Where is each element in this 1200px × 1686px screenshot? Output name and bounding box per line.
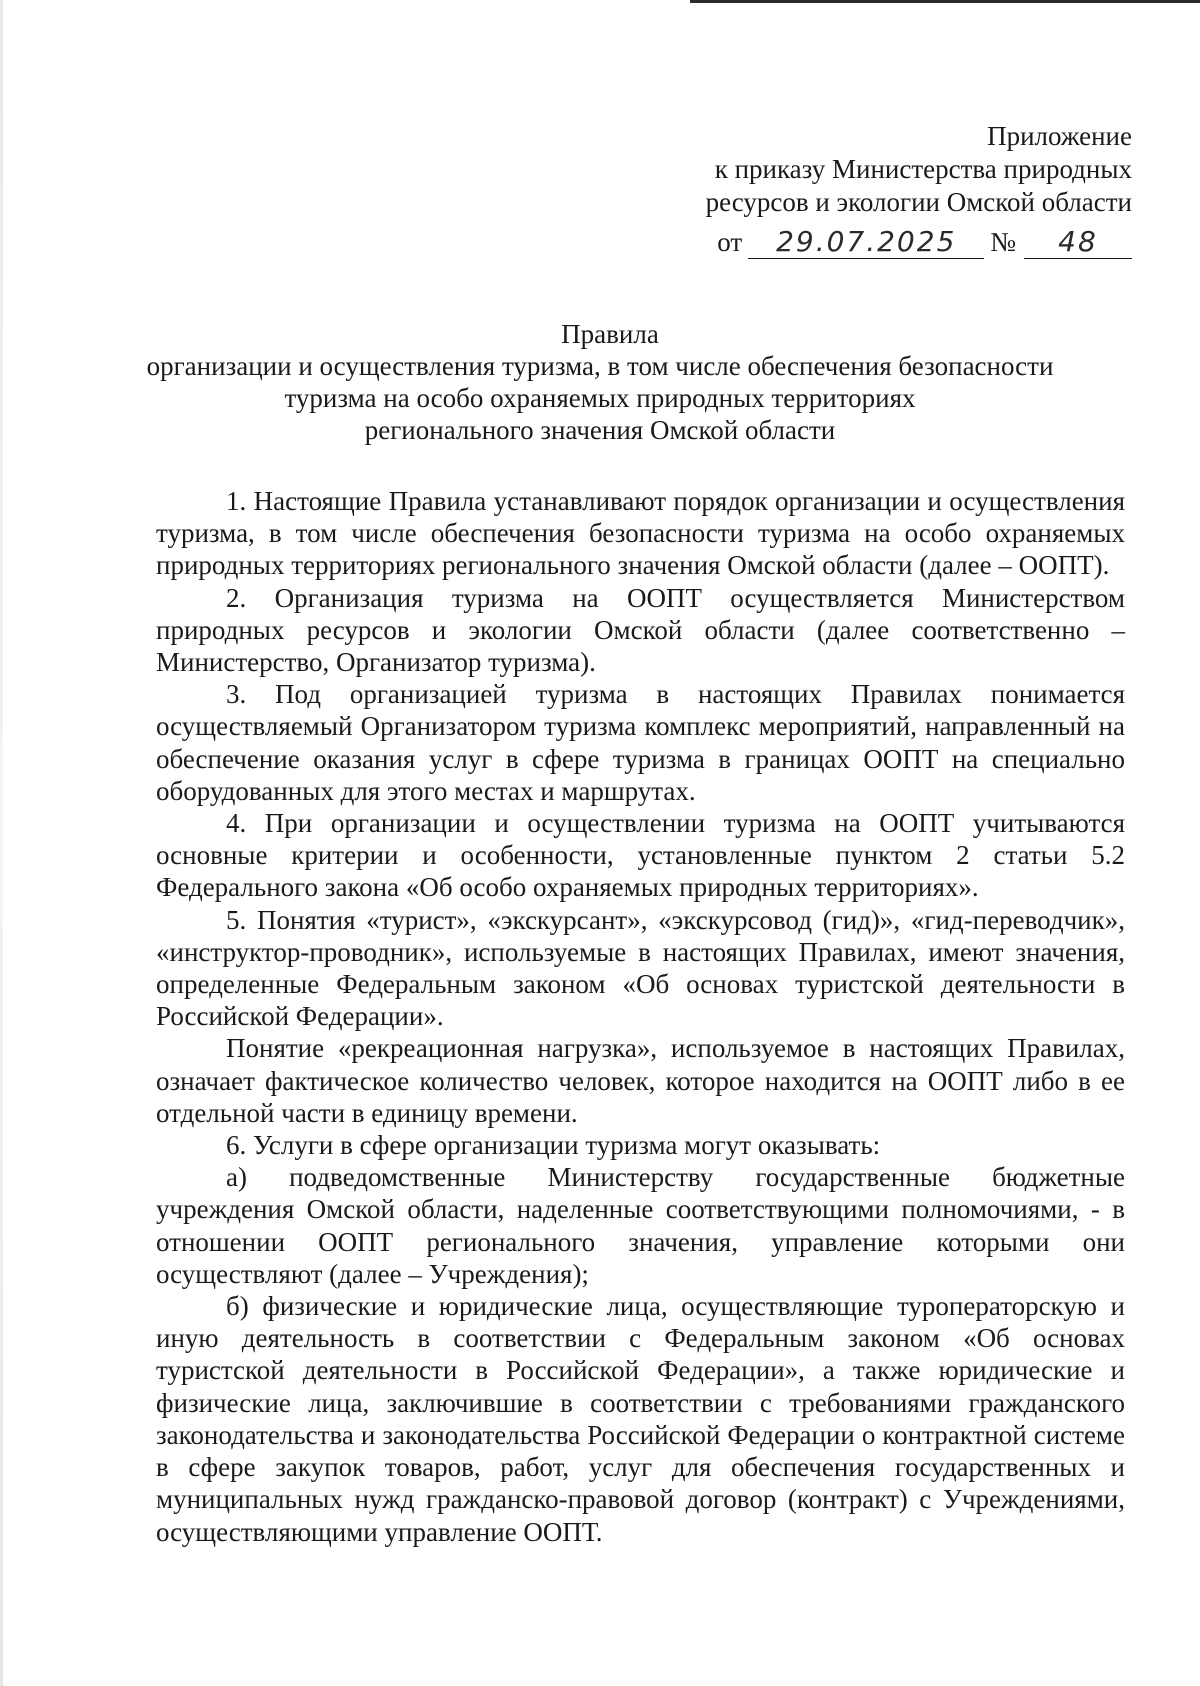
paragraph-3: 3. Под организацией туризма в настоящих Правилах понимается осуществляемый Организатором туризма комплекс мероприятий, направленный на обеспечение оказания услуг в сфере туризма в границах ООПТ на специально оборудованных для этого местах и маршрутах. — [156, 679, 1125, 806]
paragraph-6a: а) подведомственные Министерству государственные бюджетные учреждения Омской области, наделенные соответствующими полномочиями, - в отношении ООПТ регионального значения, управление которыми они осуществляют (далее – Учреждения); — [156, 1162, 1125, 1289]
paragraph-4: 4. При организации и осуществлении туризма на ООПТ учитываются основные критерии и особенности, установленные пунктом 2 статьи 5.2 Федерального закона «Об особо охраняемых природных территориях». — [156, 808, 1125, 903]
scan-edge-top — [690, 0, 1200, 3]
paragraph-1: 1. Настоящие Правила устанавливают порядок организации и осуществления туризма, в том числе обеспечения безопасности туризма на особо охраняемых природных территориях регионального значения Омской области (далее – ООПТ). — [156, 486, 1125, 581]
appendix-title: Приложение — [987, 121, 1132, 151]
title-line-3: туризма на особо охраняемых природных территориях — [284, 383, 916, 413]
paragraph-5-note: Понятие «рекреационная нагрузка», используемое в настоящих Правилах, означает фактическое количество человек, которое находится на ООПТ либо в ее отдельной части в единицу времени. — [156, 1033, 1125, 1128]
number-prefix: № — [990, 227, 1016, 257]
scan-edge-left — [0, 0, 3, 1686]
paragraph-2: 2. Организация туризма на ООПТ осуществляется Министерством природных ресурсов и экологии Омской области (далее соответственно – Министерство, Организатор туризма). — [156, 582, 1125, 678]
appendix-ministry-line: ресурсов и экологии Омской области — [705, 187, 1132, 217]
document-title — [0, 318, 1200, 446]
document-body — [156, 485, 1125, 1548]
paragraph-6b: б) физические и юридические лица, осуществляющие туроператорскую и иную деятельность в соответствии с Федеральным законом «Об основах туристской деятельности в Российской Федерации», а также юридические и физические лица, заключившие в соответствии с требованиями гражданского законодательства и законодательства Российской Федерации о контрактной системе в сфере закупок товаров, работ, услуг для обеспечения государственных и муниципальных нужд гражданско-правовой договор (контракт) с Учреждениями, осуществляющими управление ООПТ. — [156, 1291, 1125, 1547]
title-line-2: организации и осуществления туризма, в том числе обеспечения безопасности — [146, 351, 1054, 381]
appendix-order-line: к приказу Министерства природных — [714, 154, 1132, 184]
paragraph-5: 5. Понятия «турист», «экскурсант», «экскурсовод (гид)», «гид-переводчик», «инструктор-проводник», используемые в настоящих Правилах, имеют значения, определенные Федеральным законом «Об основах туристской деятельности в Российской Федерации». — [156, 904, 1125, 1032]
title-line-4: регионального значения Омской области — [364, 415, 836, 445]
paragraph-6: 6. Услуги в сфере организации туризма могут оказывать: — [226, 1130, 881, 1161]
date-prefix: от — [717, 227, 743, 257]
handwritten-date: 29.07.2025 — [748, 227, 984, 259]
date-number-line — [706, 219, 1132, 259]
title-heading: Правила — [561, 319, 659, 349]
handwritten-number: 48 — [1024, 227, 1132, 259]
appendix-header — [706, 120, 1132, 259]
